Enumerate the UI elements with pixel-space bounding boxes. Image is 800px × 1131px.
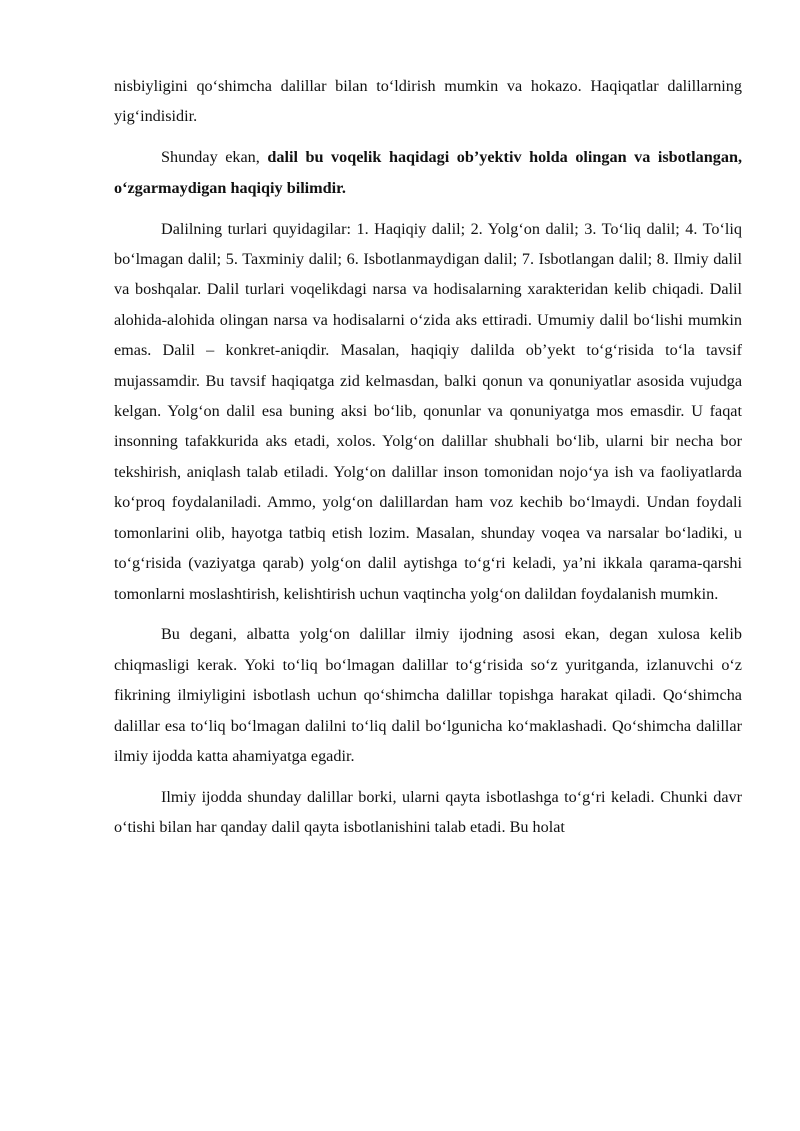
paragraph-5-text: Ilmiy ijodda shunday dalillar borki, ularni qayta isbotlashga to‘g‘ri keladi. Chunki davr o‘tishi bilan har qanday dalil qayta isbotlanishini talab etadi. Bu holat — [114, 787, 742, 837]
paragraph-2-definition: dalil bu voqelik haqidagi ob’yektiv holda olingan va isbotlangan, o‘zgarmaydigan haqiqiy bilimdir. — [114, 148, 742, 197]
paragraph-2-lead: Shunday ekan, — [161, 148, 268, 167]
paragraph-1-text: nisbiyligini qo‘shimcha dalillar bilan to‘ldirish mumkin va hokazo. Haqiqatlar dalillarning yig‘indisidir. — [114, 77, 742, 126]
document-page — [114, 71, 742, 853]
paragraph-4 — [114, 619, 742, 771]
paragraph-4-text: Bu degani, albatta yolg‘on dalillar ilmiy ijodning asosi ekan, degan xulosa kelib chiqmasligi kerak. Yoki to‘liq bo‘lmagan dalillar to‘g‘risida so‘z yuritganda, izlanuvchi o‘z fikrining ilmiyligini isbotlash uchun qo‘shimcha dalillar topishga harakat qiladi. Qo‘shimcha dalillar esa to‘liq bo‘lmagan dalilni to‘liq dalil bo‘lgunicha ko‘maklashadi. Qo‘shimcha dalillar ilmiy ijodda katta ahamiyatga egadir. — [114, 625, 742, 766]
paragraph-3 — [114, 214, 742, 609]
paragraph-5 — [114, 782, 742, 843]
paragraph-3-text: Dalilning turlari quyidagilar: 1. Haqiqiy dalil; 2. Yolg‘on dalil; 3. To‘liq dalil; 4. To‘liq bo‘lmagan dalil; 5. Taxminiy dalil; 6. Isbotlanmaydigan dalil; 7. Isbotlangan dalil; 8. Ilmiy dalil va boshqalar. Dalil turlari voqelikdagi narsa va hodisalarning xarakteridan kelib chiqadi. Dalil alohida-alohida olingan narsa va hodisalarni o‘zida aks ettiradi. Umumiy dalil bo‘lishi mumkin emas. Dalil – konkret-aniqdir. Masalan, haqiqiy dalilda ob’yekt to‘g‘risida to‘la tavsif mujassamdir. Bu tavsif haqiqatga zid kelmasdan, balki qonun va qonuniyatlar asosida vujudga kelgan. Yolg‘on dalil esa buning aksi bo‘lib, qonunlar va qonuniyatga mos emasdir. U faqat insonning tafakkurida aks etadi, xolos. Yolg‘on dalillar shubhali bo‘lib, ularni bir necha bor tekshirish, aniqlash talab etiladi. Yolg‘on dalillar inson tomonidan nojo‘ya ish va faoliyatlarda ko‘proq foydalaniladi. Ammo, yolg‘on dalillardan ham voz kechib bo‘lmaydi. Undan foydali tomonlarini olib, hayotga tatbiq etish lozim. Masalan, shunday voqea va narsalar bo‘ladiki, u to‘g‘risida (vaziyatga qarab) yolg‘on dalil aytishga to‘g‘ri keladi, ya’ni ikkala qarama-qarshi tomonlarni moslashtirish, kelishtirish uchun vaqtincha yolg‘on dalildan foydalanish mumkin. — [114, 219, 742, 603]
paragraph-1 — [114, 71, 742, 132]
paragraph-2 — [114, 142, 742, 203]
